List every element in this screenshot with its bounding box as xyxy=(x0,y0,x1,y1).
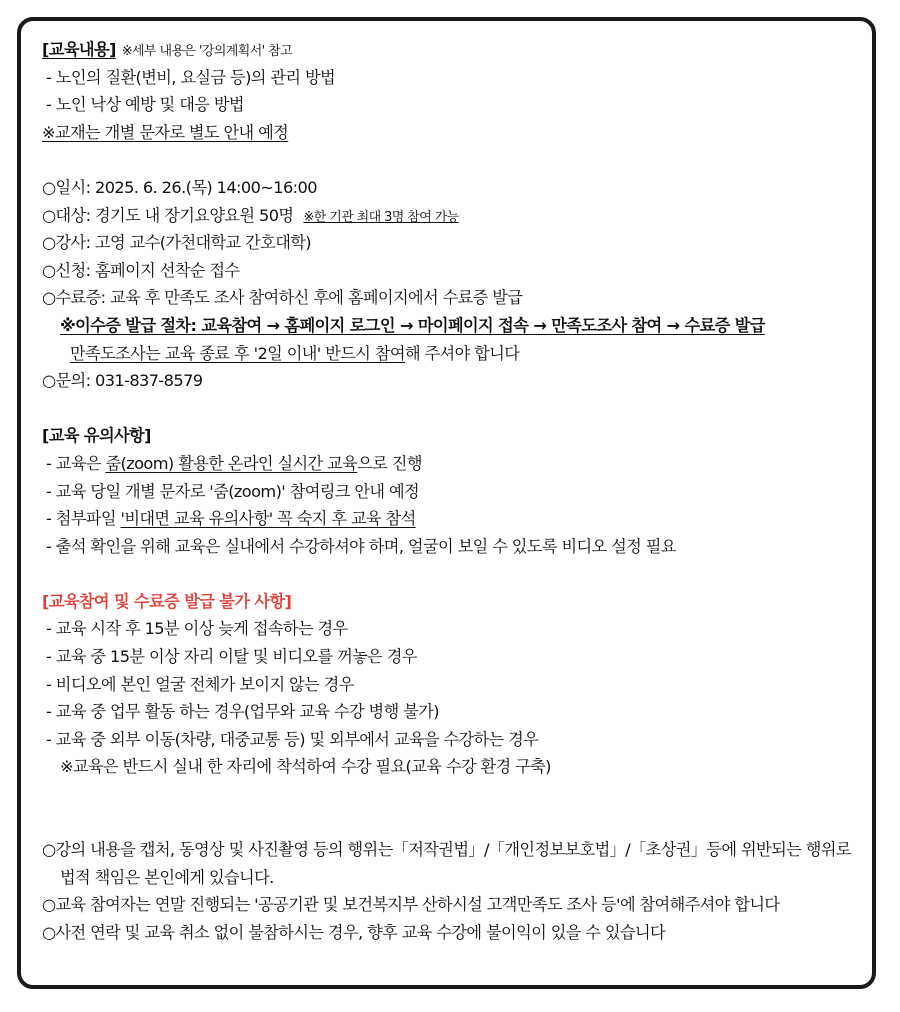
restriction-item: - 교육 시작 후 15분 이상 늦게 접속하는 경우 xyxy=(46,619,348,639)
info-lecturer: ○강사: 고영 교수(가천대학교 간호대학) xyxy=(42,233,312,253)
info-certificate: ○수료증: 교육 후 만족도 조사 참여하신 후에 홈페이지에서 수료증 발급 xyxy=(42,288,523,308)
survey-request: ○교육 참여자는 연말 진행되는 '공공기관 및 보건복지부 산하시설 고객만족도 조사 등'에 참여해주셔야 합니다 xyxy=(42,895,780,915)
info-apply: ○신청: 홈페이지 선착순 접수 xyxy=(42,260,240,280)
notes-item xyxy=(42,450,870,478)
info-target-line xyxy=(42,202,870,230)
restriction-item: - 교육 중 외부 이동(차량, 대중교통 등) 및 외부에서 교육을 수강하는 경우 xyxy=(46,729,539,749)
notes-heading: [교육 유의사항] xyxy=(42,426,151,446)
absence-warning: ○사전 연락 및 교육 취소 없이 불참하시는 경우, 향후 교육 수강에 불이익이 있을 수 있습니다 xyxy=(42,922,666,942)
notes-item-suffix: 으로 진행 xyxy=(357,453,422,473)
notes-item-prefix: - 교육은 xyxy=(46,453,106,473)
restriction-note: ※교육은 반드시 실내 한 자리에 착석하여 수강 필요(교육 수강 환경 구축) xyxy=(60,757,551,777)
spacer xyxy=(42,395,870,423)
info-contact: ○문의: 031-837-8579 xyxy=(42,371,203,391)
textbook-note: ※교재는 개별 문자로 별도 안내 예정 xyxy=(42,122,289,142)
info-target-note: ※한 기관 최대 3명 참여 가능 xyxy=(303,209,459,225)
survey-deadline-rest: 해 주셔야 합니다 xyxy=(404,343,520,363)
textbook-note-line xyxy=(42,119,870,147)
notes-item: - 교육 당일 개별 문자로 '줌(zoom)' 참여링크 안내 예정 xyxy=(46,481,420,501)
course-heading-note: ※세부 내용은 '강의계획서' 참고 xyxy=(121,44,293,59)
survey-deadline: 만족도조사는 교육 종료 후 '2일 이내' 반드시 참여 xyxy=(70,343,405,363)
certificate-procedure: ※이수증 발급 절차: 교육참여 → 홈페이지 로그인 → 마이페이지 접속 → 만족도조사 참여 → 수료증 발급 xyxy=(60,315,765,335)
notes-item-underlined: '비대면 교육 유의사항' 꼭 숙지 후 교육 참석 xyxy=(120,509,416,529)
notes-item: - 출석 확인을 위해 교육은 실내에서 수강하셔야 하며, 얼굴이 보일 수 있도록 비디오 설정 필요 xyxy=(46,536,676,556)
notes-item-prefix: - 첨부파일 xyxy=(46,509,121,529)
spacer xyxy=(42,146,870,174)
notice-content xyxy=(42,36,870,946)
info-date: ○일시: 2025. 6. 26.(목) 14:00~16:00 xyxy=(42,177,317,197)
course-heading: [교육내용] xyxy=(42,40,116,59)
spacer xyxy=(42,781,870,836)
procedure-line xyxy=(42,312,870,340)
restriction-item: - 비디오에 본인 얼굴 전체가 보이지 않는 경우 xyxy=(46,674,354,694)
notes-item-underlined: 줌(zoom) 활용한 온라인 실시간 교육 xyxy=(105,453,358,473)
course-heading-line xyxy=(42,36,870,64)
restriction-item: - 교육 중 15분 이상 자리 이탈 및 비디오를 꺼놓은 경우 xyxy=(46,647,417,667)
course-item: - 노인 낙상 예방 및 대응 방법 xyxy=(46,95,244,115)
course-item: - 노인의 질환(변비, 요실금 등)의 관리 방법 xyxy=(46,67,336,87)
copyright-warning: ○강의 내용을 캡처, 동영상 및 사진촬영 등의 행위는「저작권법」/「개인정보보호법」/「초상권」등에 위반되는 행위로 xyxy=(42,840,851,860)
restrictions-heading: [교육참여 및 수료증 발급 불가 사항] xyxy=(42,591,292,611)
info-target: ○대상: 경기도 내 장기요양요원 50명 xyxy=(42,205,294,225)
copyright-warning-cont: 법적 책임은 본인에게 있습니다. xyxy=(60,867,274,887)
restriction-item: - 교육 중 업무 활동 하는 경우(업무와 교육 수강 병행 불가) xyxy=(46,702,439,722)
survey-deadline-line xyxy=(42,340,870,368)
notes-item xyxy=(42,505,870,533)
spacer xyxy=(42,560,870,588)
